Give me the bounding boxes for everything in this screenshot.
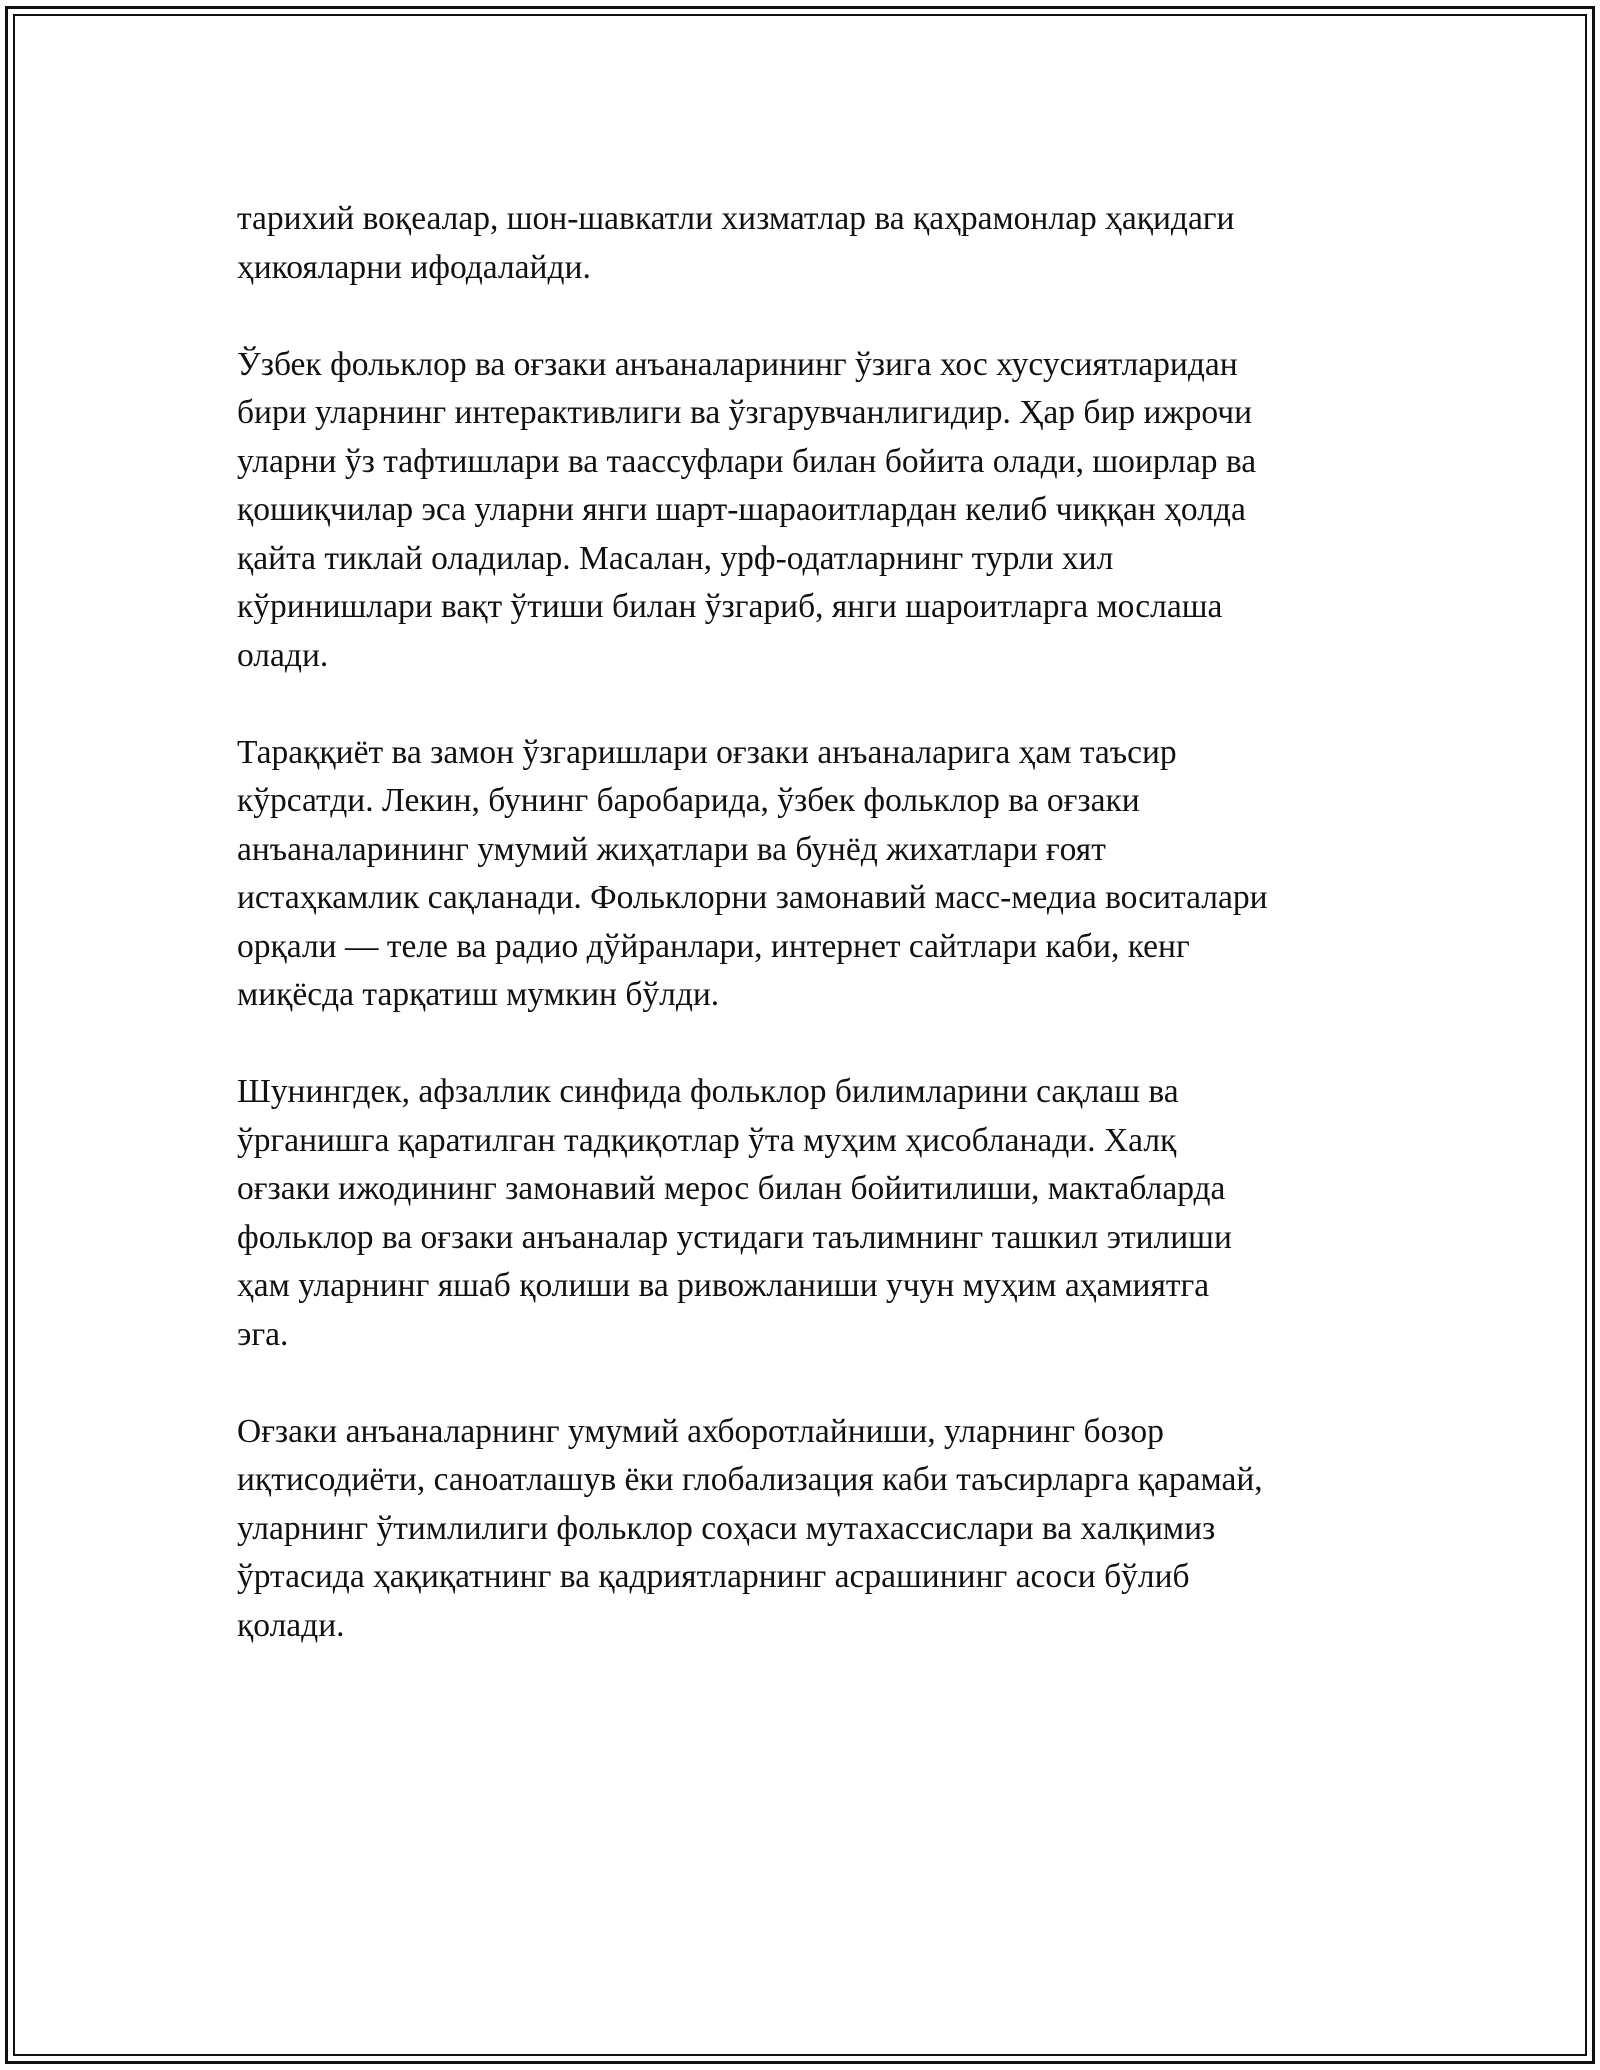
page-frame: [5, 6, 1595, 2064]
paragraph-2: Ўзбек фольклор ва оғзаки анъаналарининг ўзига хос хусусиятларидан бири уларнинг интерактивлиги ва ўзгарувчанлигидир. Ҳар бир ижрочи уларни ўз тафтишлари ва таассуфлари билан бойита олади, шоирлар ва қошиқчилар эса уларни янги шарт-шараоитлардан келиб чиққан ҳолда қайта тиклай оладилар. Масалан, урф-одатларнинг турли хил кўринишлари вақт ўтиши билан ўзгариб, янги шароитларга мослаша олади.: [237, 345, 1257, 674]
document-body: [237, 195, 1397, 1699]
paragraph-5: Оғзаки анъаналарнинг умумий ахборотлайниши, уларнинг бозор иқтисодиёти, саноатлашув ёки глобализация каби таъсирларга қарамай, уларнинг ўтимлилиги фольклор соҳаси мутахассислари ва халқимиз ўртасида ҳақиқатнинг ва қадриятларнинг асрашининг асоси бўлиб қолади.: [237, 1412, 1263, 1644]
paragraph-3: Тараққиёт ва замон ўзгаришлари оғзаки анъаналарига ҳам таъсир кўрсатди. Лекин, бунинг баробарида, ўзбек фольклор ва оғзаки анъаналарининг умумий жиҳатлари ва бунёд жихатлари ғоят истаҳкамлик сақланади. Фольклорни замонавий масс-медиа воситалари орқали — теле ва радио дўйранлари, интернет сайтлари каби, кенг миқёсда тарқатиш мумкин бўлди.: [237, 733, 1268, 1013]
paragraph-1: тарихий воқеалар, шон-шавкатли хизматлар ва қаҳрамонлар ҳақидаги ҳикояларни ифодалайди.: [237, 200, 1235, 286]
paragraph-4: Шунингдек, афзаллик синфида фольклор билимларини сақлаш ва ўрганишга қаратилган тадқиқотлар ўта муҳим ҳисобланади. Халқ оғзаки ижодининг замонавий мерос билан бойитилиши, мактабларда фольклор ва оғзаки анъаналар устидаги таълимнинг ташкил этилиши ҳам уларнинг яшаб қолиши ва ривожланиши учун муҳим аҳамиятга эга.: [237, 1073, 1232, 1353]
